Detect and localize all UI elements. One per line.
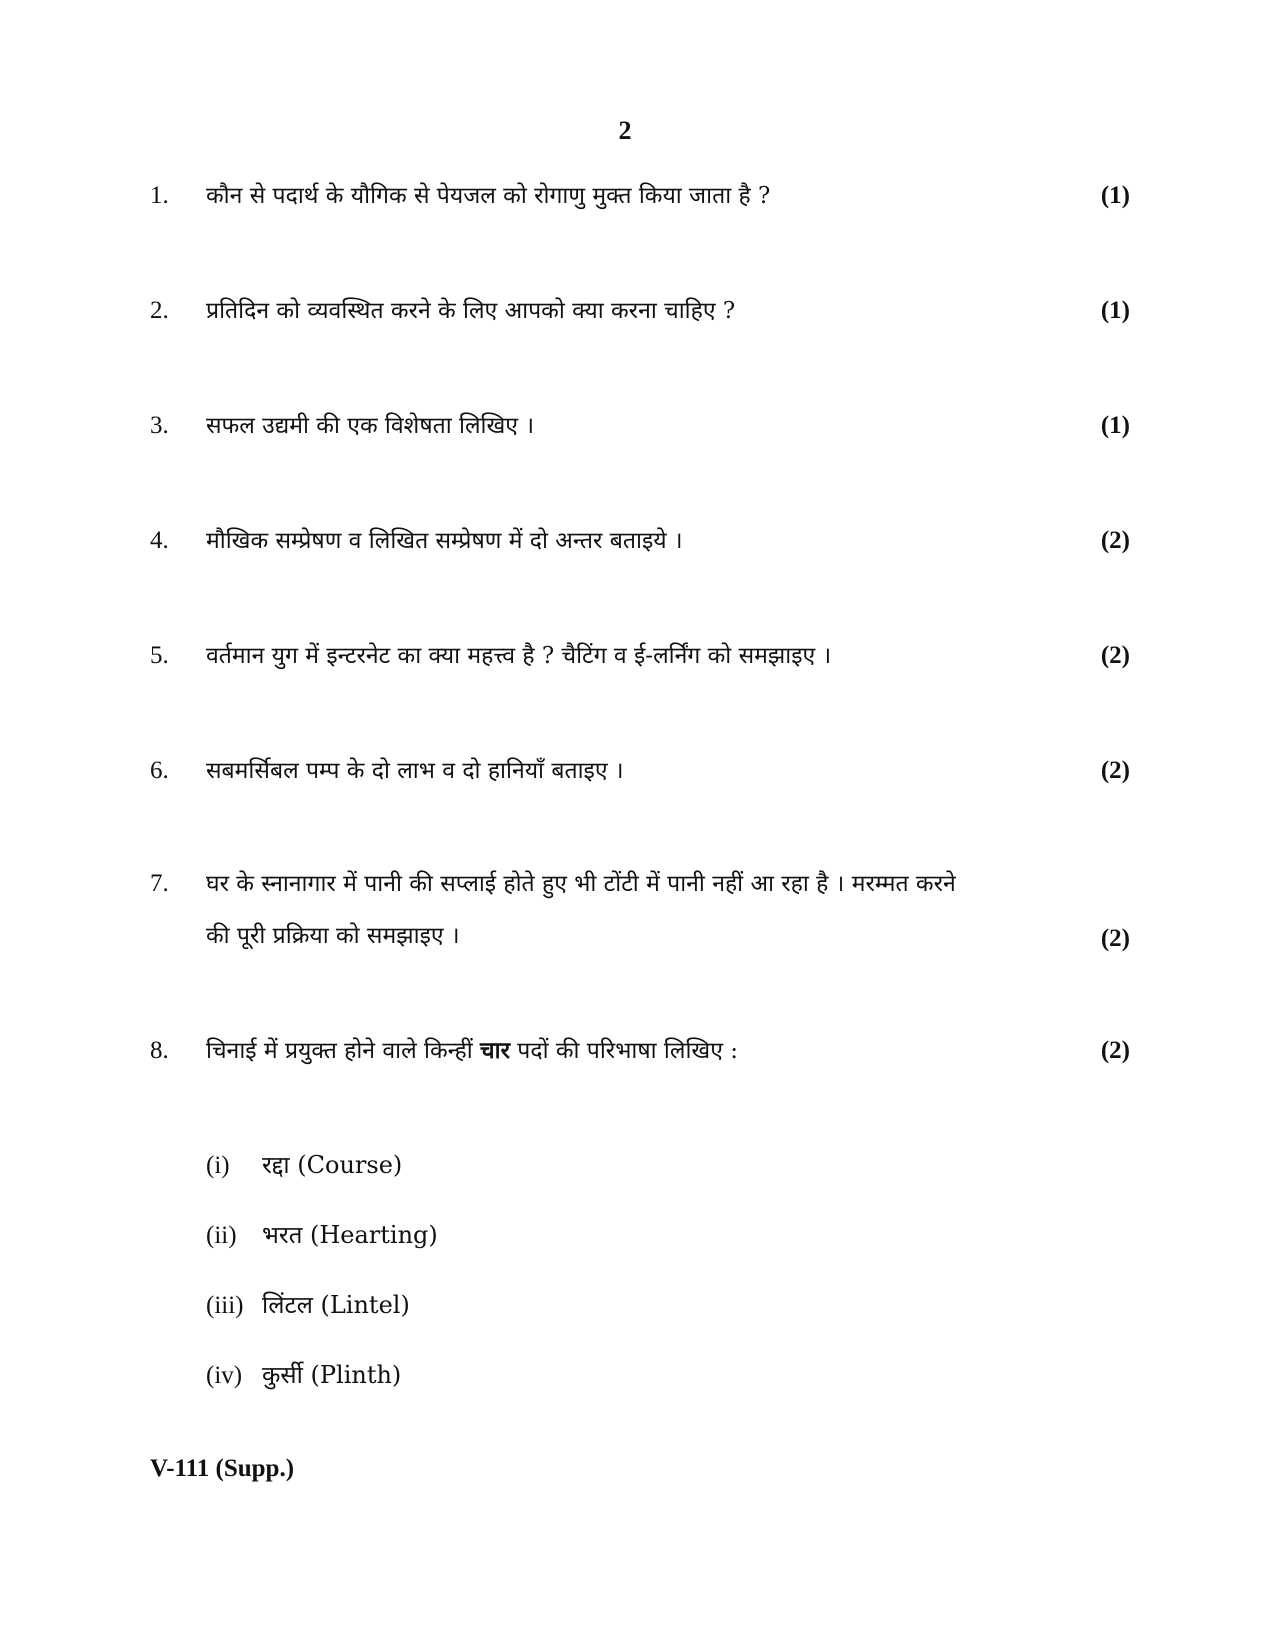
- question-number: 5.: [150, 642, 169, 669]
- sub-item: [206, 1218, 438, 1288]
- question-number: 4.: [150, 527, 169, 554]
- question-marks: (1): [1100, 182, 1130, 209]
- question-text-part: चिनाई में प्रयुक्त होने वाले किन्हीं: [206, 1038, 481, 1064]
- question-marks: (2): [1100, 757, 1130, 784]
- sub-item-text: लिंटल (Lintel): [262, 1291, 410, 1319]
- question-text: मौखिक सम्प्रेषण व लिखित सम्प्रेषण में दो अन्तर बताइये ।: [206, 528, 683, 554]
- question-number: 6.: [150, 757, 169, 784]
- question-text-emphasis: चार: [480, 1037, 510, 1064]
- question-number: 7.: [150, 870, 169, 897]
- sub-item-text: रद्दा (Course): [262, 1151, 403, 1179]
- sub-item-label: (ii): [206, 1222, 237, 1249]
- sub-item-text: भरत (Hearting): [262, 1221, 438, 1249]
- question-marks: (1): [1100, 412, 1130, 439]
- question-number: 3.: [150, 412, 169, 439]
- question-text: घर के स्नानागार में पानी की सप्लाई होते हुए भी टोंटी में पानी नहीं आ रहा है । मरम्मत करने की पूरी प्रक्रिया को समझाइए ।: [206, 871, 956, 949]
- sub-item-label: (i): [206, 1152, 230, 1179]
- question-marks: (2): [1100, 925, 1130, 952]
- sub-item: [206, 1358, 438, 1428]
- sub-item-label: (iii): [206, 1292, 244, 1319]
- question-number: 1.: [150, 182, 169, 209]
- question-text: प्रतिदिन को व्यवस्थित करने के लिए आपको क्या करना चाहिए ?: [206, 298, 736, 324]
- question-number: 8.: [150, 1037, 169, 1064]
- question-text: कौन से पदार्थ के यौगिक से पेयजल को रोगाणु मुक्त किया जाता है ?: [206, 183, 771, 209]
- paper-code: V-111 (Supp.): [150, 1455, 295, 1482]
- question-text: सफल उद्यमी की एक विशेषता लिखिए ।: [206, 413, 535, 439]
- question-text: वर्तमान युग में इन्टरनेट का क्या महत्त्व है ? चैटिंग व ई-लर्निंग को समझाइए ।: [206, 643, 832, 669]
- sub-item-list: [206, 1148, 438, 1428]
- sub-item: [206, 1288, 438, 1358]
- question-text: सबमर्सिबल पम्प के दो लाभ व दो हानियाँ बताइए ।: [206, 758, 624, 784]
- question-text: [206, 1025, 986, 1077]
- sub-item-label: (iv): [206, 1362, 243, 1389]
- question-text-part: पदों की परिभाषा लिखिए :: [510, 1038, 739, 1064]
- sub-item-text: कुर्सी (Plinth): [262, 1361, 402, 1389]
- question-number: 2.: [150, 297, 169, 324]
- question-marks: (2): [1100, 1037, 1130, 1064]
- question-marks: (2): [1100, 527, 1130, 554]
- page-number: 2: [618, 116, 632, 145]
- sub-item: [206, 1148, 438, 1218]
- question-marks: (2): [1100, 642, 1130, 669]
- question-marks: (1): [1100, 297, 1130, 324]
